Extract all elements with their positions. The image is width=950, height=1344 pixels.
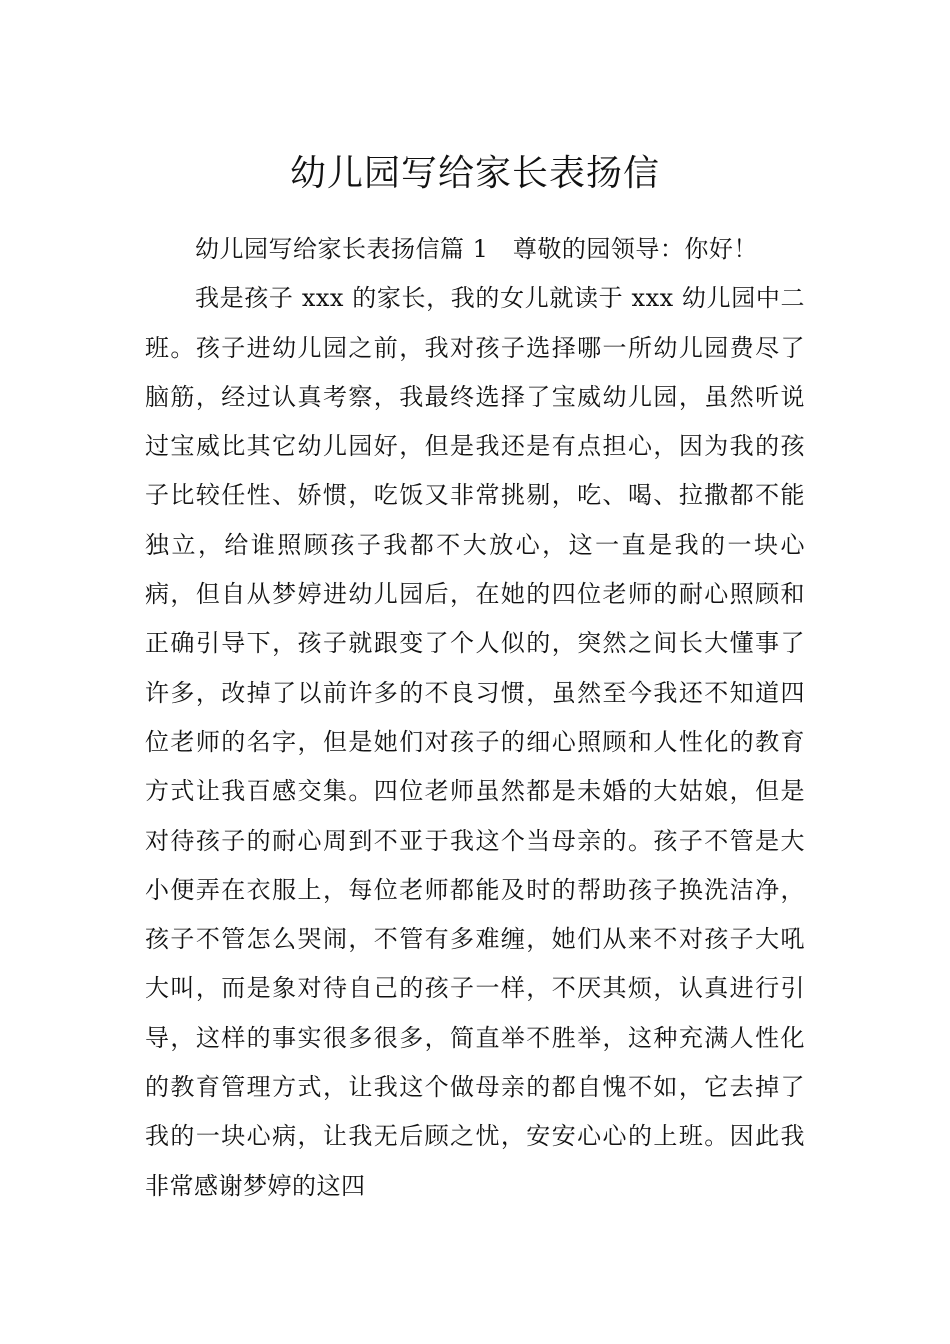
body-paragraph: 我是孩子 xxx 的家长，我的女儿就读于 xxx 幼儿园中二班。孩子进幼儿园之前，我对孩子选择哪一所幼儿园费尽了脑筋，经过认真考察，我最终选择了宝威幼儿园，虽然听说过宝威比其它幼儿园好，但是我还是有点担心，因为我的孩子比较任性、娇惯，吃饭又非常挑剔，吃、喝、拉撒都不能独立，给谁照顾孩子我都不大放心，这一直是我的一块心病，但自从梦婷进幼儿园后，在她的四位老师的耐心照顾和正确引导下，孩子就跟变了个人似的，突然之间长大懂事了许多，改掉了以前许多的不良习惯，虽然至今我还不知道四位老师的名字，但是她们对孩子的细心照顾和人性化的教育方式让我百感交集。四位老师虽然都是未婚的大姑娘，但是对待孩子的耐心周到不亚于我这个当母亲的。孩子不管是大小便弄在衣服上，每位老师都能及时的帮助孩子换洗洁净，孩子不管怎么哭闹，不管有多难缠，她们从来不对孩子大吼大叫，而是象对待自己的孩子一样，不厌其烦，认真进行引导，这样的事实很多很多，简直举不胜举，这种充满人性化的教育管理方式，让我这个做母亲的都自愧不如，它去掉了我的一块心病，让我无后顾之忧，安安心心的上班。因此我非常感谢梦婷的这四	[145, 284, 805, 1200]
document-title: 幼儿园写给家长表扬信	[289, 153, 660, 195]
intro-line: 幼儿园写给家长表扬信篇 1 尊敬的园领导：你好！	[195, 235, 758, 263]
document-body	[145, 225, 805, 1211]
